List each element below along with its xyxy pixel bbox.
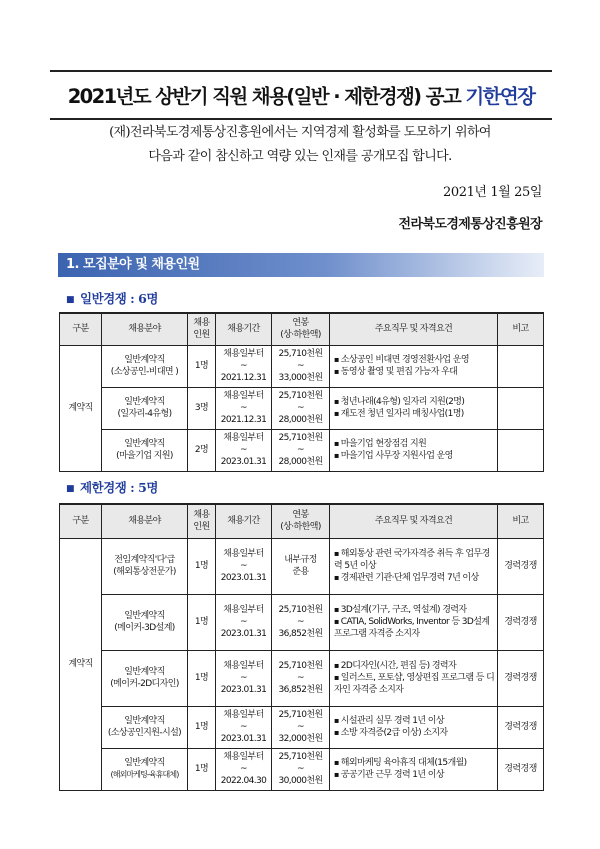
category-cell: 계약직 (60, 345, 102, 471)
note-cell (498, 345, 544, 387)
salary-cell: 25,710천원 ~ 36,852천원 (272, 650, 330, 706)
count-cell: 1명 (188, 748, 216, 790)
title-main: 2021년도 상반기 직원 채용(일반 · 제한경쟁) 공고 (67, 85, 461, 108)
general-table (59, 312, 544, 472)
count-cell: 1명 (188, 345, 216, 387)
period-cell: 채용일부터 ~ 2023.01.31 (216, 650, 272, 706)
header-salary: 연봉 (상·하한액) (272, 504, 330, 538)
header-period: 채용기간 (216, 504, 272, 538)
field-cell: 전임계약직'다'급 (해외통상전문가) (102, 538, 188, 594)
salary-cell: 25,710천원 ~ 36,852천원 (272, 594, 330, 650)
header-duties: 주요직무 및 자격요건 (330, 504, 498, 538)
header-period: 채용기간 (216, 313, 272, 345)
limited-subhead-text: 제한경쟁 : 5명 (80, 480, 158, 495)
duties-cell: ▪ 마을기업 현장점검 지원 ▪ 마을기업 사무장 지원사업 운영 (330, 429, 498, 471)
table-row (60, 650, 544, 706)
count-cell: 2명 (188, 429, 216, 471)
count-cell: 1명 (188, 594, 216, 650)
note-cell (498, 429, 544, 471)
section-heading: 1. 모집분야 및 채용인원 (58, 253, 544, 277)
limited-subhead (66, 478, 158, 496)
table-row (60, 706, 544, 748)
duties-cell: ▪ 소상공인 비대면 경영전환사업 운영 ▪ 동영상 촬영 및 편집 가능자 우대 (330, 345, 498, 387)
note-cell: 경력경쟁 (498, 594, 544, 650)
limited-table (59, 503, 544, 791)
header-note: 비고 (498, 504, 544, 538)
table-row (60, 748, 544, 790)
count-cell: 3명 (188, 387, 216, 429)
duties-cell: ▪ 3D설계(기구, 구조, 역설계) 경력자 ▪ CATIA, SolidWorks, Inventor 등 3D설계 프로그램 자격증 소지자 (330, 594, 498, 650)
header-count: 채용 인원 (188, 313, 216, 345)
header-note: 비고 (498, 313, 544, 345)
table-row (60, 594, 544, 650)
header-type: 구분 (60, 313, 102, 345)
field-cell: 일반계약직 (일자리-4유형) (102, 387, 188, 429)
square-bullet-icon: ■ (66, 295, 75, 305)
salary-cell: 25,710천원 ~ 30,000천원 (272, 748, 330, 790)
duties-cell: ▪ 2D디자인(시간, 편집 등) 경력자 ▪ 일러스트, 포토샵, 영상편집 프로그램 등 디자인 자격증 소지자 (330, 650, 498, 706)
field-cell: 일반계약직 (마을기업 지원) (102, 429, 188, 471)
count-cell: 1명 (188, 650, 216, 706)
salary-cell: 25,710천원 ~ 28,000천원 (272, 429, 330, 471)
field-cell: 일반계약직 (메이커-2D디자인) (102, 650, 188, 706)
field-cell: 일반계약직 (메이커-3D설계) (102, 594, 188, 650)
note-cell: 경력경쟁 (498, 748, 544, 790)
note-cell (498, 387, 544, 429)
note-cell: 경력경쟁 (498, 538, 544, 594)
period-cell: 채용일부터 ~ 2021.12.31 (216, 387, 272, 429)
header-field: 채용분야 (102, 313, 188, 345)
count-cell: 1명 (188, 538, 216, 594)
header-duties: 주요직무 및 자격요건 (330, 313, 498, 345)
count-cell: 1명 (188, 706, 216, 748)
general-subhead-text: 일반경쟁 : 6명 (80, 291, 158, 306)
field-cell: 일반계약직 (소상공인지원-시설) (102, 706, 188, 748)
intro-line-1: (재)전라북도경제통상진흥원에서는 지역경제 활성화를 도모하기 위하여 (109, 125, 491, 140)
period-cell: 채용일부터 ~ 2022.04.30 (216, 748, 272, 790)
intro-line-2: 다음과 같이 참신하고 역량 있는 인재를 공개모집 합니다. (148, 149, 452, 164)
table-row (60, 387, 544, 429)
title-accent: 기한연장 (465, 85, 535, 108)
square-bullet-icon: ■ (66, 484, 75, 494)
note-cell: 경력경쟁 (498, 650, 544, 706)
table-row (60, 429, 544, 471)
notice-date: 2021년 1월 25일 (442, 185, 542, 200)
duties-cell: ▪ 해외마케팅 육아휴직 대체(15개월) ▪ 공공기관 근무 경력 1년 이상 (330, 748, 498, 790)
field-cell: 일반계약직 (해외마케팅-육휴대체) (102, 748, 188, 790)
intro-paragraph (60, 121, 540, 169)
table-row (60, 345, 544, 387)
title-box (50, 70, 552, 120)
period-cell: 채용일부터 ~ 2023.01.31 (216, 538, 272, 594)
issuer-name: 전라북도경제통상진흥원장 (398, 217, 542, 232)
general-subhead (66, 289, 158, 307)
duties-cell: ▪ 시설관리 실무 경력 1년 이상 ▪ 소방 자격증(2급 이상) 소지자 (330, 706, 498, 748)
duties-cell: ▪ 해외통상 관련 국가자격증 취득 후 업무경력 5년 이상 ▪ 경제관련 기관·단체 업무경력 7년 이상 (330, 538, 498, 594)
note-cell: 경력경쟁 (498, 706, 544, 748)
salary-cell: 내부규정 준용 (272, 538, 330, 594)
period-cell: 채용일부터 ~ 2023.01.31 (216, 706, 272, 748)
header-type: 구분 (60, 504, 102, 538)
salary-cell: 25,710천원 ~ 28,000천원 (272, 387, 330, 429)
header-field: 채용분야 (102, 504, 188, 538)
period-cell: 채용일부터 ~ 2021.12.31 (216, 345, 272, 387)
category-cell: 계약직 (60, 538, 102, 790)
header-count: 채용 인원 (188, 504, 216, 538)
header-salary: 연봉 (상·하한액) (272, 313, 330, 345)
field-cell: 일반계약직 (소상공인-비대면 ) (102, 345, 188, 387)
period-cell: 채용일부터 ~ 2023.01.31 (216, 429, 272, 471)
salary-cell: 25,710천원 ~ 32,000천원 (272, 706, 330, 748)
period-cell: 채용일부터 ~ 2023.01.31 (216, 594, 272, 650)
table-row (60, 538, 544, 594)
duties-cell: ▪ 청년나래(4유형) 일자리 지원(2명) ▪ 재도전 청년 일자리 매칭사업(1명) (330, 387, 498, 429)
page-title (68, 81, 535, 109)
salary-cell: 25,710천원 ~ 33,000천원 (272, 345, 330, 387)
